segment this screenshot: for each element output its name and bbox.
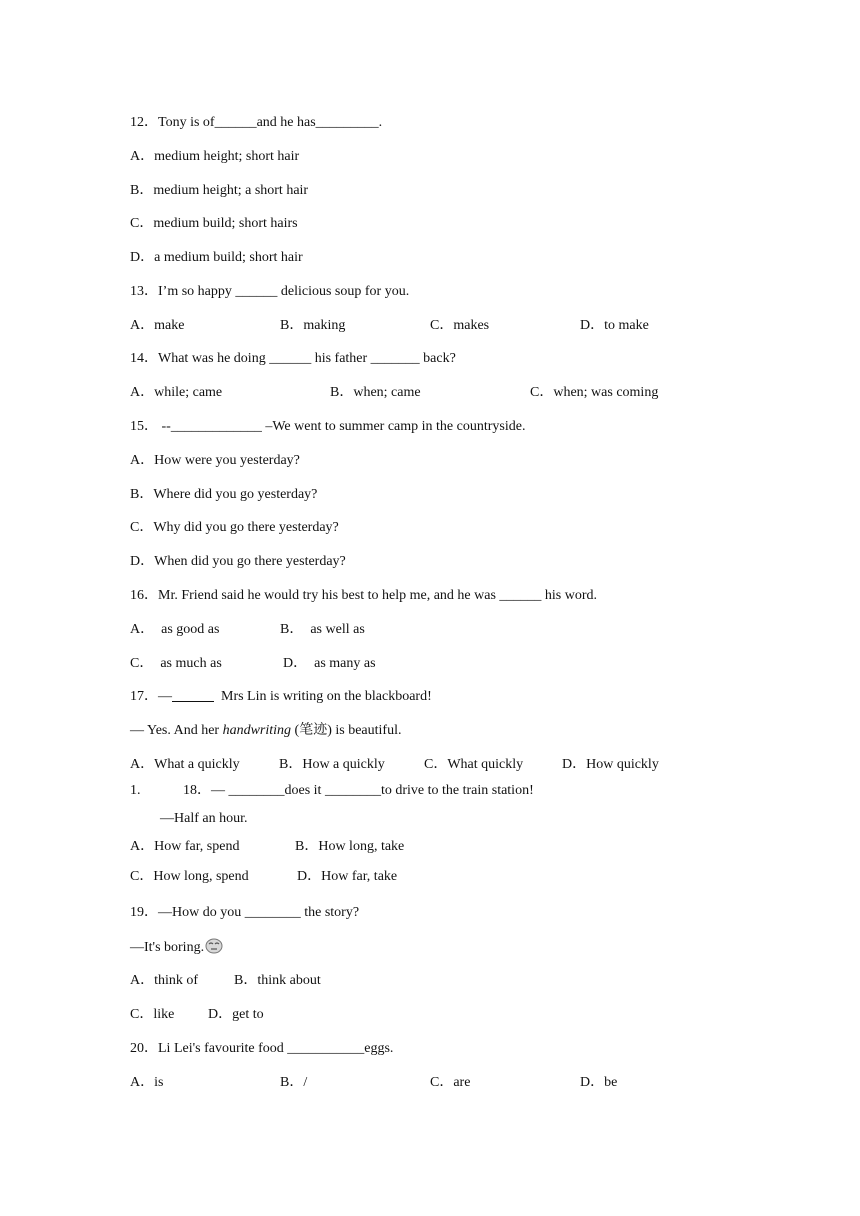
q17-line2-suffix: (笔迹) is beautiful. (291, 723, 402, 738)
q18-option-b: B．How long, take (295, 839, 405, 854)
q20-option-d: D．be (580, 1075, 618, 1090)
q14-option-a: A．while; came (130, 385, 223, 400)
q12-option-a: A．medium height; short hair (130, 149, 300, 164)
q16-option-b: B． as well as (280, 622, 365, 637)
q15-option-c: C．Why did you go there yesterday? (130, 520, 339, 535)
q18-option-c: C．How long, spend (130, 869, 249, 884)
q17-option-a: A．What a quickly (130, 757, 240, 772)
q20-stem: 20．Li Lei's favourite food ___________eggs. (130, 1041, 394, 1056)
q17-line2-italic: handwriting (222, 723, 292, 738)
q13-option-b: B．making (280, 318, 346, 333)
q20-option-a: A．is (130, 1075, 164, 1090)
q17-stem (130, 688, 432, 706)
q15-option-d: D．When did you go there yesterday? (130, 554, 346, 569)
q20-option-b: B．/ (280, 1075, 308, 1090)
q17-stem-suffix: Mrs Lin is writing on the blackboard! (221, 689, 432, 704)
q16-option-c: C． as much as (130, 656, 222, 671)
q18-line2: —Half an hour. (160, 811, 248, 826)
q12-stem: 12．Tony is of______and he has_________. (130, 115, 383, 130)
q12-option-b: B．medium height; a short hair (130, 183, 309, 198)
q19-line2-text: —It's boring. (130, 940, 205, 955)
q14-option-b: B．when; came (330, 385, 421, 400)
q17-option-d: D．How quickly (562, 757, 659, 772)
q13-option-d: D．to make (580, 318, 649, 333)
q19-option-c: C．like (130, 1007, 175, 1022)
q17-option-b: B．How a quickly (279, 757, 385, 772)
q19-option-d: D．get to (208, 1007, 264, 1022)
q13-option-c: C．makes (430, 318, 490, 333)
q12-option-d: D．a medium build; short hair (130, 250, 303, 265)
q17-option-c: C．What quickly (424, 757, 524, 772)
q18-option-d: D．How far, take (297, 869, 398, 884)
q19-option-b: B．think about (234, 973, 321, 988)
q18-stem: 18．— ________does it ________to drive to the train station! (183, 783, 534, 798)
q12-option-c: C．medium build; short hairs (130, 216, 298, 231)
q16-option-d: D． as many as (283, 656, 376, 671)
q17-stem-prefix: 17．— (130, 689, 172, 704)
q17-line2-prefix: — Yes. And her (130, 723, 223, 738)
q18-list-number: 1. (130, 783, 141, 798)
q15-option-a: A．How were you yesterday? (130, 453, 300, 468)
q13-stem: 13．I’m so happy ______ delicious soup for you. (130, 284, 410, 299)
q18-option-a: A．How far, spend (130, 839, 240, 854)
q16-stem: 16．Mr. Friend said he would try his best to help me, and he was ______ his word. (130, 588, 598, 603)
q20-option-c: C．are (430, 1075, 471, 1090)
q16-option-a: A． as good as (130, 622, 220, 637)
q15-option-b: B．Where did you go yesterday? (130, 487, 318, 502)
q14-stem: 14．What was he doing ______ his father _______ back? (130, 351, 456, 366)
q19-line2 (130, 938, 223, 957)
q17-blank (172, 689, 214, 704)
q15-stem: 15． --_____________ –We went to summer camp in the countryside. (130, 419, 526, 434)
q14-option-c: C．when; was coming (530, 385, 659, 400)
bored-face-icon (205, 938, 223, 954)
q17-line2 (130, 722, 401, 740)
q19-stem: 19．—How do you ________ the story? (130, 905, 360, 920)
q19-option-a: A．think of (130, 973, 199, 988)
q13-option-a: A．make (130, 318, 185, 333)
